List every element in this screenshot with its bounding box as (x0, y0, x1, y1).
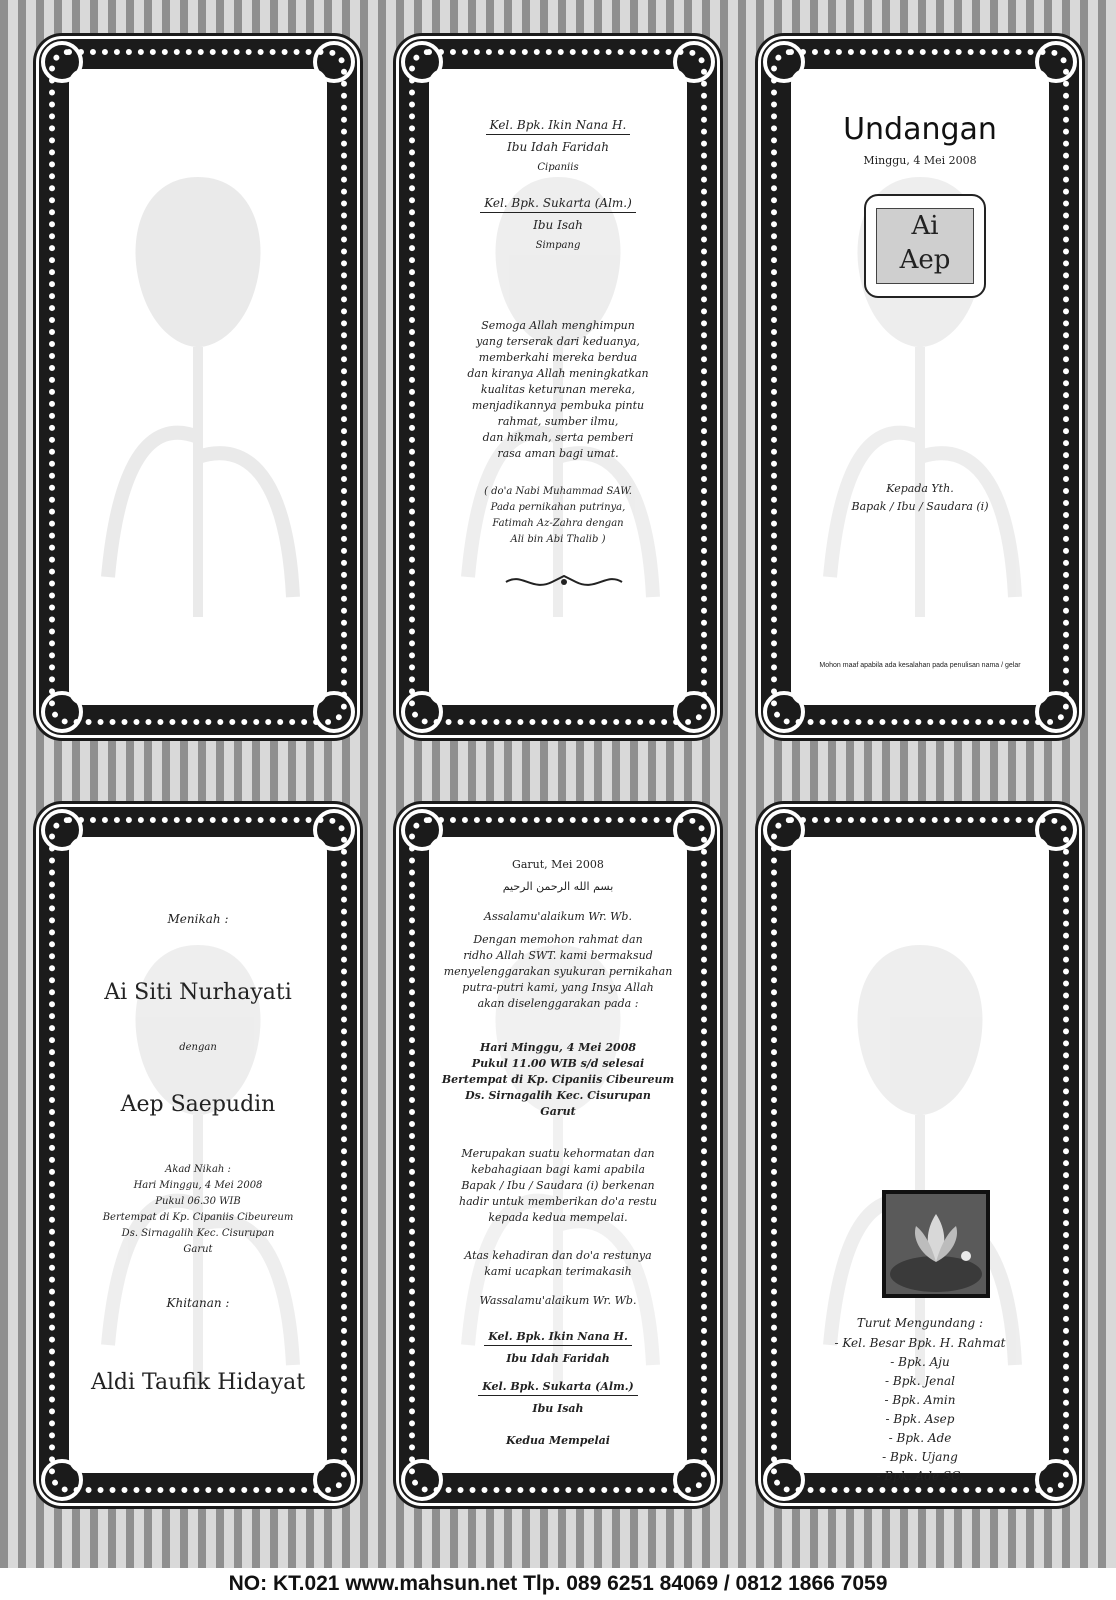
family2-wife: Ibu Isah (533, 218, 583, 232)
corner-ornament (401, 41, 443, 83)
place-date: Garut, Mei 2008 (512, 858, 604, 871)
panel-blank (36, 36, 360, 738)
apology-note: Mohon maaf apabila ada kesalahan pada penulisan nama / gelar (819, 662, 1021, 669)
corner-ornament (673, 691, 715, 733)
corner-ornament (1035, 809, 1077, 851)
family2-place: Simpang (535, 240, 581, 251)
panel-invitation-text (396, 804, 720, 1506)
corner-ornament (1035, 691, 1077, 733)
event-details: Hari Minggu, 4 Mei 2008 Pukul 11.00 WIB s/d selesai Bertempat di Kp. Cipaniis Cibeureum Ds. Sirnagalih Kec. Cisurupan Garut (441, 1041, 675, 1118)
footer-contact: NO: KT.021 www.mahsun.net Tlp. 089 6251 84069 / 0812 1866 7059 (228, 1572, 888, 1595)
khitanan-name: Aldi Taufik Hidayat (90, 1370, 306, 1395)
corner-ornament (41, 1459, 83, 1501)
corner-ornament (763, 1459, 805, 1501)
couple-name-frame (864, 194, 986, 298)
tulip-watermark-icon (88, 137, 308, 637)
panel-names (36, 804, 360, 1506)
corner-ornament (313, 691, 355, 733)
corner-ornament (41, 809, 83, 851)
corner-ornament (763, 41, 805, 83)
panel-inner (429, 69, 687, 705)
panel-co-inviters (758, 804, 1082, 1506)
panel-inner (429, 837, 687, 1473)
corner-ornament (313, 809, 355, 851)
corner-ornament (673, 41, 715, 83)
dengan-label: dengan (179, 1042, 217, 1053)
family1-head: Kel. Bpk. Ikin Nana H. (484, 1330, 632, 1346)
thanks-text: Atas kehadiran dan do'a restunya kami ucapkan terimakasih (464, 1249, 652, 1278)
corner-ornament (763, 691, 805, 733)
recipient-label: Kepada Yth. (886, 482, 954, 495)
corner-ornament (401, 809, 443, 851)
prayer-text: Semoga Allah menghimpun yang terserak dari keduanya, memberkahi mereka berdua dan kiranya Allah meningkatkan kualitas keturunan mereka, menjadikannya pembuka pintu rahmat, sumber ilmu, dan hikmah, serta pemberi rasa aman bagi umat. (467, 319, 649, 460)
panel-inner (69, 837, 327, 1473)
bismillah-calligraphy: بسم الله الرحمن الرحيم (502, 880, 614, 893)
menikah-label: Menikah : (167, 912, 229, 926)
corner-ornament (1035, 41, 1077, 83)
family2-head: Kel. Bpk. Sukarta (Alm.) (480, 196, 636, 213)
corner-ornament (401, 1459, 443, 1501)
panel-inner (69, 69, 327, 705)
flourish-divider-icon (502, 572, 626, 592)
invitation-title: Undangan (843, 112, 997, 147)
couple-signature: Kedua Mempelai (506, 1434, 610, 1447)
intro-text: Dengan memohon rahmat dan ridho Allah SWT. kami bermaksud menyelenggarakan syukuran pernikahan putra-putri kami, yang Insya Allah akan diselenggarakan pada : (443, 933, 673, 1010)
couple-name-1: Ai (911, 211, 939, 241)
corner-ornament (41, 41, 83, 83)
corner-ornament (673, 809, 715, 851)
corner-ornament (1035, 1459, 1077, 1501)
family1-wife: Ibu Idah Faridah (506, 1352, 610, 1365)
family1-head: Kel. Bpk. Ikin Nana H. (486, 118, 631, 135)
invitation-date: Minggu, 4 Mei 2008 (863, 154, 977, 167)
corner-ornament (313, 41, 355, 83)
prayer-source: ( do'a Nabi Muhammad SAW. Pada pernikahan putrinya, Fatimah Az-Zahra dengan Ali bin Abi Thalib ) (484, 486, 632, 545)
panel-cover (758, 36, 1082, 738)
lotus-photo (882, 1190, 990, 1298)
recipient-value: Bapak / Ibu / Saudara (i) (851, 500, 989, 513)
lotus-flower-icon (886, 1194, 986, 1294)
groom-name: Aep Saepudin (120, 1092, 276, 1117)
corner-ornament (313, 1459, 355, 1501)
family1-wife: Ibu Idah Faridah (507, 140, 609, 154)
akad-details: Akad Nikah : Hari Minggu, 4 Mei 2008 Pukul 06.30 WIB Bertempat di Kp. Cipaniis Cibeureum Ds. Sirnagalih Kec. Cisurupan Garut (102, 1164, 294, 1255)
honor-text: Merupakan suatu kehormatan dan kebahagiaan bagi kami apabila Bapak / Ibu / Saudara (i) berkenan hadir untuk memberikan do'a restu kepada kedua mempelai. (459, 1147, 657, 1224)
family2-wife: Ibu Isah (532, 1402, 584, 1415)
corner-ornament (401, 691, 443, 733)
panel-inner (791, 837, 1049, 1483)
family1-place: Cipaniis (537, 162, 579, 173)
corner-ornament (41, 691, 83, 733)
co-inviters-list: - Kel. Besar Bpk. H. Rahmat - Bpk. Aju - Bpk. Jenal - Bpk. Amin - Bpk. Asep - Bpk. Ade - Bpk. Ujang - Bpk. Ade SC. (834, 1336, 1006, 1483)
bride-name: Ai Siti Nurhayati (104, 980, 292, 1005)
panel-families-prayer (396, 36, 720, 738)
couple-name-2: Aep (899, 245, 951, 275)
corner-ornament (673, 1459, 715, 1501)
greeting: Assalamu'alaikum Wr. Wb. (484, 910, 632, 923)
panel-inner (791, 69, 1049, 705)
closing: Wassalamu'alaikum Wr. Wb. (479, 1294, 637, 1307)
corner-ornament (763, 809, 805, 851)
family2-head: Kel. Bpk. Sukarta (Alm.) (478, 1380, 638, 1396)
khitanan-label: Khitanan : (166, 1296, 230, 1310)
turut-label: Turut Mengundang : (856, 1316, 984, 1330)
